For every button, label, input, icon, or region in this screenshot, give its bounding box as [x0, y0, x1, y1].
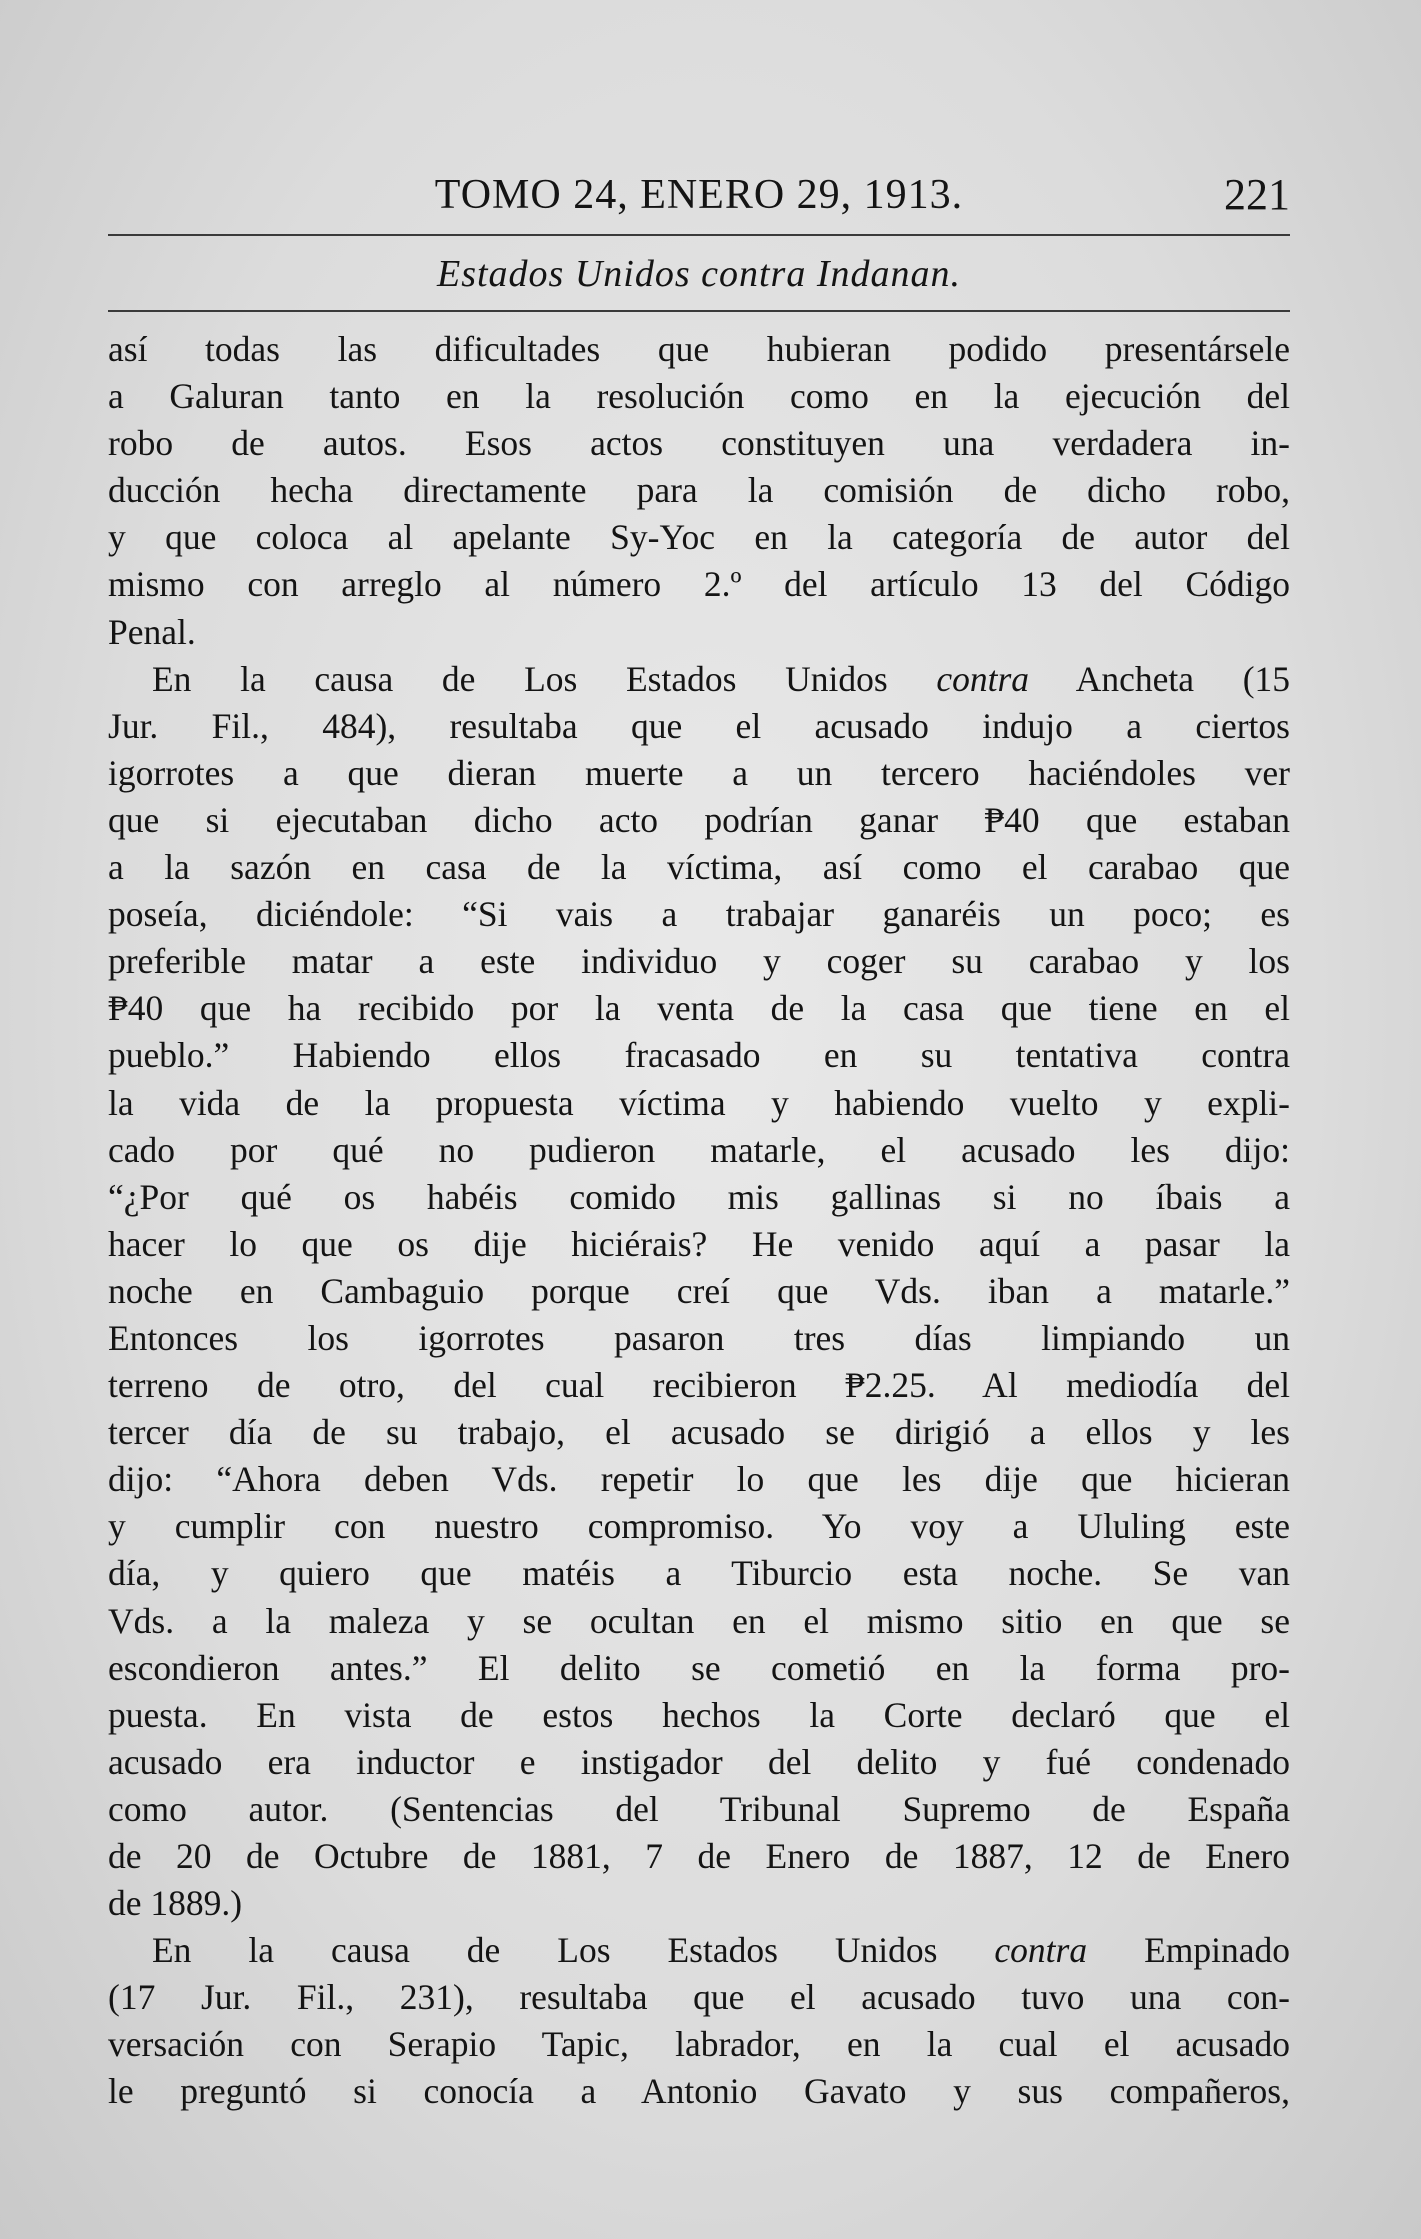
text-line: puesta. En vista de estos hechos la Corte declaró que el — [108, 1694, 1290, 1735]
text-line: como autor. (Sentencias del Tribunal Supremo de España — [108, 1788, 1290, 1829]
page-number: 221 — [1224, 170, 1290, 219]
text-line: terreno de otro, del cual recibieron ₱2.25. Al mediodía del — [108, 1365, 1290, 1406]
text-line: cado por qué no pudieron matarle, el acusado les dijo: — [108, 1129, 1290, 1170]
paragraph-start-line — [108, 656, 1290, 703]
text-line: y cumplir con nuestro compromiso. Yo voy a Ululing este — [108, 1506, 1290, 1547]
line-segment: Ancheta (15 — [1075, 658, 1290, 699]
italic-contra: contra — [936, 658, 1030, 699]
text-line: Penal. — [108, 611, 196, 652]
text-line: “¿Por qué os habéis comido mis gallinas si no íbais a — [108, 1176, 1290, 1217]
text-line: ₱40 que ha recibido por la venta de la casa que tiene en el — [108, 988, 1290, 1029]
text-line: robo de autos. Esos actos constituyen una verdadera in- — [108, 423, 1290, 464]
text-line: hacer lo que os dije hiciérais? He venido aquí a pasar la — [108, 1223, 1290, 1264]
text-line: Jur. Fil., 484), resultaba que el acusado indujo a ciertos — [108, 705, 1290, 746]
text-line: mismo con arreglo al número 2.º del artículo 13 del Código — [108, 564, 1290, 605]
text-line: poseía, diciéndole: “Si vais a trabajar ganaréis un poco; es — [108, 894, 1290, 935]
text-line: día, y quiero que matéis a Tiburcio esta noche. Se van — [108, 1553, 1290, 1594]
text-line: así todas las dificultades que hubieran podido presentársele — [108, 329, 1290, 369]
line-segment: En la causa de Los Estados Unidos — [152, 1930, 938, 1971]
line-segment: Empinado — [1144, 1930, 1290, 1971]
case-title: Estados Unidos contra Indanan. — [437, 253, 961, 295]
paragraph-start-line — [108, 1927, 1290, 1974]
text-line: escondieron antes.” El delito se cometió en la forma pro- — [108, 1647, 1290, 1688]
text-line: Vds. a la maleza y se ocultan en el mismo sitio en que se — [108, 1600, 1290, 1641]
text-line: y que coloca al apelante Sy-Yoc en la categoría de autor del — [108, 517, 1290, 558]
text-line: pueblo.” Habiendo ellos fracasado en su tentativa contra — [108, 1035, 1290, 1076]
text-line: noche en Cambaguio porque creí que Vds. iban a matarle.” — [108, 1270, 1290, 1311]
text-line: versación con Serapio Tapic, labrador, en la cual el acusado — [108, 2024, 1290, 2065]
text-line: a Galuran tanto en la resolución como en la ejecución del — [108, 376, 1290, 417]
body-text — [108, 326, 1290, 2116]
text-line: que si ejecutaban dicho acto podrían ganar ₱40 que estaban — [108, 799, 1290, 840]
text-line: dijo: “Ahora deben Vds. repetir lo que les dije que hicieran — [108, 1459, 1290, 1500]
italic-contra: contra — [994, 1930, 1088, 1971]
header-rule-top — [108, 234, 1290, 236]
text-line: la vida de la propuesta víctima y habiendo vuelto y expli- — [108, 1082, 1290, 1123]
text-line: le preguntó si conocía a Antonio Gavato y sus compañeros, — [108, 2071, 1290, 2112]
text-line: preferible matar a este individuo y coger su carabao y los — [108, 941, 1290, 982]
page-header — [108, 165, 1290, 225]
text-line: tercer día de su trabajo, el acusado se dirigió a ellos y les — [108, 1412, 1290, 1453]
text-line: Entonces los igorrotes pasaron tres días limpiando un — [108, 1317, 1290, 1358]
running-title: TOMO 24, ENERO 29, 1913. — [434, 172, 964, 218]
line-segment: En la causa de Los Estados Unidos — [152, 658, 888, 699]
header-rule-bottom — [108, 310, 1290, 312]
text-line: (17 Jur. Fil., 231), resultaba que el acusado tuvo una con- — [108, 1977, 1290, 2018]
text-line: de 20 de Octubre de 1881, 7 de Enero de 1887, 12 de Enero — [108, 1836, 1290, 1876]
text-line: ducción hecha directamente para la comisión de dicho robo, — [108, 470, 1290, 511]
text-line: acusado era inductor e instigador del delito y fué condenado — [108, 1741, 1290, 1782]
text-line: de 1889.) — [108, 1883, 243, 1924]
text-line: a la sazón en casa de la víctima, así como el carabao que — [108, 847, 1290, 888]
text-line: igorrotes a que dieran muerte a un tercero haciéndoles ver — [108, 752, 1290, 793]
